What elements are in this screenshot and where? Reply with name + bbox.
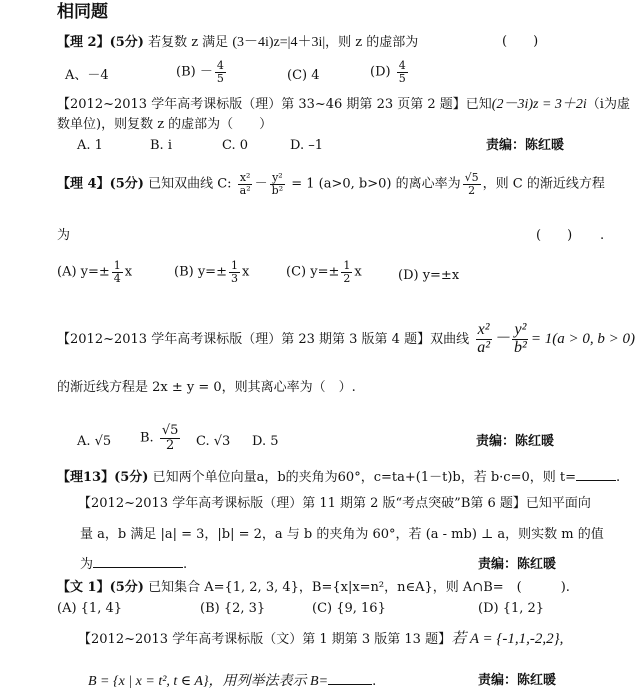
answer-paren: ( ): [502, 34, 539, 49]
option-a: A. 1: [77, 138, 103, 153]
editor-label: 责编：陈红暖: [486, 138, 565, 153]
editor-label: 责编：陈红暖: [478, 673, 557, 688]
option-b: B. $\frac{√5}{2}$: [140, 423, 179, 453]
option-a: A、－4: [65, 68, 109, 83]
option-c: C. 0: [222, 138, 249, 153]
question-tag: 【理 2】(5分): [57, 35, 144, 50]
source-line-2: 的渐近线方程是 2x ± y = 0，则其离心率为（ ）.: [57, 380, 356, 395]
option-c: C. √3: [196, 434, 231, 449]
question-wen1: 【文 1】(5分) 已知集合 A={1, 2, 3, 4}，B={x|x=n²，n∈A}，则 A∩B= ( ).: [57, 580, 570, 595]
option-d: D. –1: [290, 138, 323, 153]
option-a: (A) {1, 4}: [57, 601, 123, 616]
option-d: D. 5: [252, 434, 279, 449]
source-line-2: 量 a，b 满足 |a| = 3，|b| = 2，a 与 b 的夹角为 60°，若 (a - mb) ⊥ a，则实数 m 的值: [80, 527, 604, 542]
option-b: (B) {2, 3}: [200, 601, 266, 616]
source-reference: 【2012~2013 学年高考课标版（文）第 1 期第 3 版第 13 题】若 A = {-1,1,-2,2},: [78, 631, 564, 647]
period: .: [600, 228, 605, 243]
option-a: (A) y=± $\frac{1}{4}$ x: [57, 259, 133, 285]
source-line-2: 数单位)，则复数 z 的虚部为（ ）: [57, 117, 273, 132]
question-line-2: 为: [57, 228, 71, 243]
option-c: (C) 4: [287, 68, 320, 83]
option-d: (D) y=±x: [398, 268, 460, 283]
option-d: (D) $\frac{4}{5}$: [370, 59, 406, 85]
source-reference: 【2012~2013 学年高考课标版（理）第 11 期第 2 版“考点突破”B第 6 题】已知平面向: [78, 496, 591, 511]
editor-label: 责编：陈红暖: [478, 557, 557, 572]
option-b: (B) y=± $\frac{1}{3}$ x: [174, 259, 250, 285]
question-text: 若复数 z 满足: [148, 35, 229, 50]
question-equation: (3－4i)z=|4＋3i|: [232, 35, 326, 50]
page-title: 相同题: [57, 2, 108, 22]
question-li13: 【理13】(5分) 已知两个单位向量a，b的夹角为60°，c=ta+(1－t)b，若 b·c=0，则 t= .: [57, 470, 621, 485]
option-a: A. √5: [77, 434, 112, 449]
answer-paren: ( ): [536, 228, 573, 243]
question-tail: ，则 z 的虚部为: [325, 35, 419, 50]
option-c: (C) y=± $\frac{1}{2}$ x: [286, 259, 362, 285]
option-b: (B) － $\frac{4}{5}$: [176, 59, 224, 85]
option-c: (C) {9, 16}: [312, 601, 386, 616]
option-b: B. i: [150, 138, 172, 153]
editor-label: 责编：陈红暖: [476, 434, 555, 449]
source-line-3: 为 .: [80, 557, 188, 572]
question-li4: 【理 4】(5分) 已知双曲线 C: $\frac{\text{x²}}{\text{a²}}$ － $\frac{\text{y²}}{\text{b²}}$ = 1 (a>0, b>0) 的离心率为 $\frac{√5}{2}$ ，则 C 的渐近线方程: [57, 171, 605, 197]
source-line-2: B = {x | x = t², t ∈ A}，用列举法表示 B= .: [88, 674, 377, 689]
option-d: (D) {1, 2}: [478, 601, 545, 616]
question-li2: [57, 34, 418, 52]
source-reference: 【2012~2013 学年高考课标版（理）第 33~46 期第 23 页第 2 题】已知(2－3i)z = 3＋2i（i为虚: [57, 97, 630, 112]
source-reference: 【2012~2013 学年高考课标版（理）第 23 期第 3 版第 4 题】双曲线 $\frac{\text{x²}}{\text{a²}}$ － $\frac{\text{y²}}{\text{b²}}$ = 1(a > 0, b > 0): [57, 321, 635, 356]
